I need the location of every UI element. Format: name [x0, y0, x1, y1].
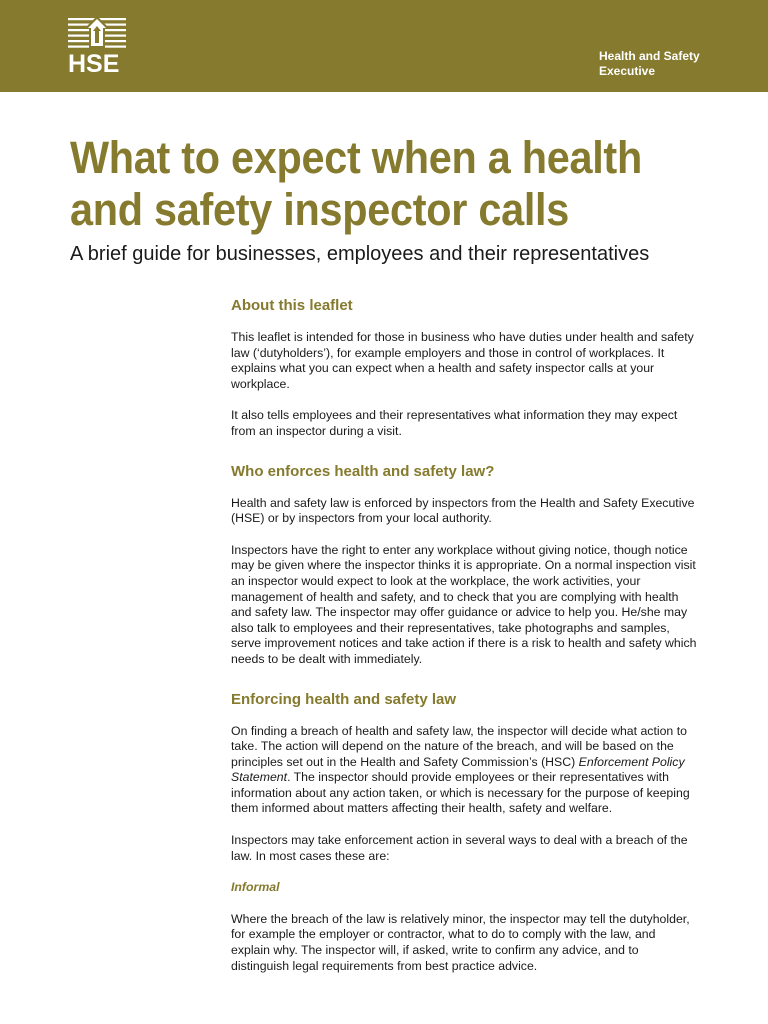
paragraph: Inspectors may take enforcement action in several ways to deal with a breach of the law. In most cases these are:	[231, 833, 688, 863]
policy-title: Enforcement Policy Statement	[231, 754, 685, 785]
section-about-leaflet	[231, 296, 697, 440]
paragraph: Inspectors have the right to enter any workplace without giving notice, though notice may be given where the inspector thinks it is appropriate. On a normal inspection visit an inspector would expect to look at the workplace, the work activities, your management of health and safety, and to check that you are complying with health and safety law. The inspector may offer guidance or advice to help you. He/she may also talk to employees and their representatives, take photographs and samples, serve improvement notices and take action if there is a risk to health and safety which needs to be dealt with immediately.	[231, 542, 697, 666]
paragraph: This leaflet is intended for those in business who have duties under health and safety law (‘dutyholders’), for example employers and those in control of workplaces. It explains what you can expect when a health and safety inspector calls at your workplace.	[231, 330, 694, 391]
organisation-name-line1: Health and Safety	[599, 49, 700, 63]
page-title	[70, 132, 677, 236]
sub-heading-informal: Informal	[231, 880, 280, 895]
paragraph-text: . The inspector should provide employees or their representatives with information about any action taken, or which is necessary for the purpose of keeping them informed about matters affecting their health, safety and welfare.	[231, 770, 690, 816]
section-heading: Enforcing health and safety law	[231, 690, 457, 708]
header-bar	[0, 0, 768, 92]
paragraph: It also tells employees and their representatives what information they may expect from an inspector during a visit.	[231, 408, 678, 438]
paragraph	[231, 724, 697, 818]
hse-logo	[68, 16, 126, 76]
hse-logo-icon	[68, 16, 126, 54]
section-heading: Who enforces health and safety law?	[231, 462, 495, 480]
paragraph-text: On finding a breach of health and safety law, the inspector will decide what action to take. The action will depend on the nature of the breach, and will be based on the principles set out in the Health and Safety Commission’s (HSC)	[231, 723, 687, 769]
paragraph: Health and safety law is enforced by inspectors from the Health and Safety Executive (HSE) or by inspectors from your local authority.	[231, 495, 695, 526]
page-title-line1: What to expect when a health	[70, 132, 642, 183]
organisation-name-line2: Executive	[599, 64, 656, 78]
paragraph: Where the breach of the law is relatively minor, the inspector may tell the dutyholder, for example the employer or contractor, what to do to comply with the law, and explain why. The inspector will, if asked, write to confirm any advice, and to distinguish legal requirements from best practice advice.	[231, 911, 690, 973]
organisation-name	[599, 49, 749, 79]
section-heading: About this leaflet	[231, 297, 353, 314]
hse-logo-text: HSE	[68, 50, 120, 78]
section-who-enforces	[231, 462, 697, 668]
section-enforcing-law	[231, 690, 697, 975]
main-content	[231, 296, 697, 974]
page-subtitle: A brief guide for businesses, employees and their representatives	[70, 243, 650, 265]
page-title-line2: and safety inspector calls	[70, 184, 570, 235]
